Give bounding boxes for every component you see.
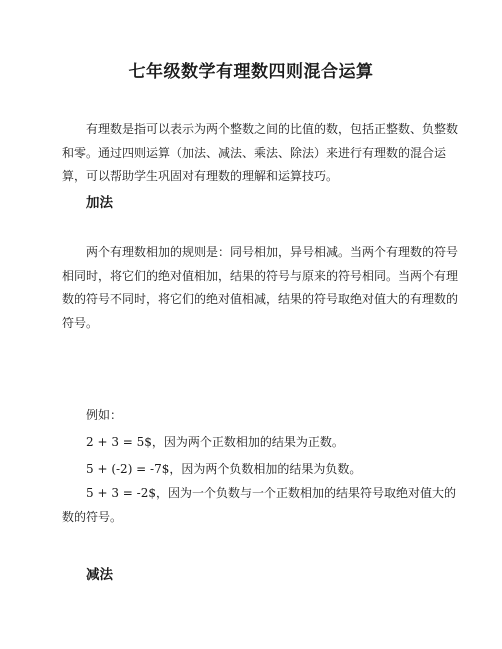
example-line: 5 + 3 = -2$，因为一个负数与一个正数相加的结果符号取绝对值大的数的符号。 — [62, 486, 456, 524]
example-label: 例如： — [86, 408, 123, 422]
example-line: 5 + (-2) = -7$，因为两个负数相加的结果为负数。 — [86, 462, 362, 476]
addition-rule-paragraph: 两个有理数相加的规则是：同号相加，异号相减。当两个有理数的符号相同时，将它们的绝对值相加，结果的符号与原来的符号相同。当两个有理数的符号不同时，将它们的绝对值相减，结果的符号取绝对值大的有理数的符号。 — [62, 245, 459, 330]
intro-paragraph: 有理数是指可以表示为两个整数之间的比值的数，包括正整数、负整数和零。通过四则运算（加法、减法、乘法、除法）来进行有理数的混合运算，可以帮助学生巩固对有理数的理解和运算技巧。 — [62, 122, 459, 183]
section-heading-subtraction: 减法 — [86, 567, 113, 583]
example-line: 2 + 3 = 5$，因为两个正数相加的结果为正数。 — [86, 435, 344, 449]
document-title: 七年级数学有理数四则混合运算 — [128, 62, 374, 82]
section-heading-addition: 加法 — [86, 195, 113, 211]
